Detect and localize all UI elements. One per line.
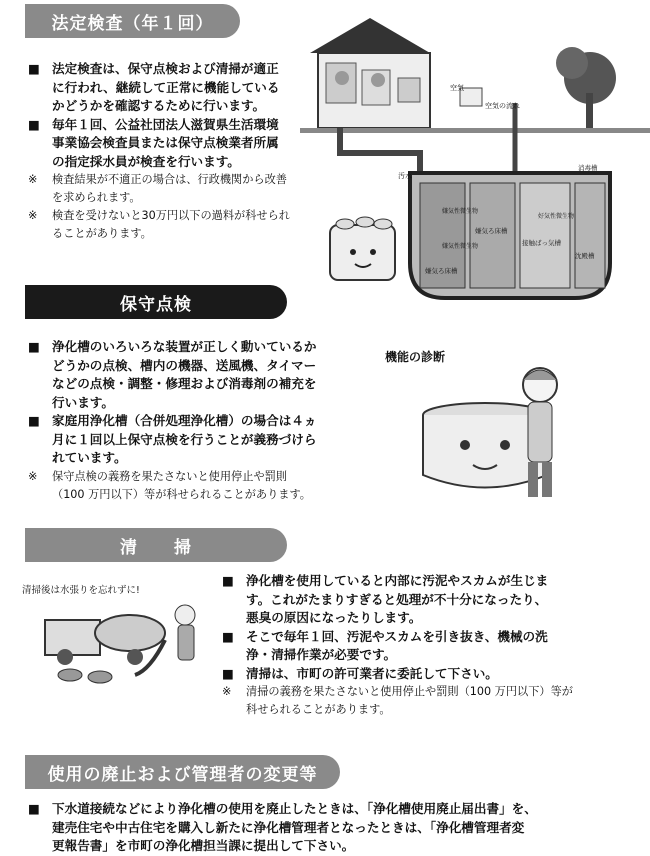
microbe2-label: 嫌気性微生物 — [442, 243, 479, 250]
note-line: 清掃の義務を果たさないと使用停止や罰則（100 万円以下）等が — [246, 685, 573, 698]
note-text — [52, 468, 348, 504]
bullet-line: 家庭用浄化槽（合併処理浄化槽）の場合は４ヵ — [52, 413, 317, 428]
bullet-item — [28, 116, 318, 172]
tank3-label: 接触ばっ気槽 — [522, 239, 561, 247]
note-item — [222, 683, 642, 719]
bullet-line: 浄化槽のいろいろな装置が正しく動いているか — [52, 339, 317, 354]
note-marker: ※ — [28, 209, 38, 222]
bullet-marker: ■ — [28, 339, 40, 354]
note-marker: ※ — [222, 685, 232, 698]
bullet-text — [246, 665, 642, 684]
bullet-marker: ■ — [28, 413, 40, 428]
bullet-text — [52, 338, 348, 412]
bullet-text — [52, 116, 318, 172]
tank5-label: 消毒槽 — [578, 164, 598, 172]
note-text — [52, 207, 318, 243]
bullet-line: 行います。 — [52, 394, 114, 410]
bullet-item — [222, 628, 642, 665]
bullet-marker: ■ — [28, 61, 40, 76]
maintenance-text — [28, 338, 348, 504]
bullet-marker: ■ — [28, 801, 40, 816]
bullet-line: す。これがたまりすぎると処理が不十分になったり、 — [246, 591, 548, 607]
bullet-line: そこで毎年１回、汚泥やスカムを引き抜き、機械の洗 — [246, 628, 548, 644]
microbe3-label: 好気性微生物 — [538, 213, 575, 220]
section-title-cleaning: 清 掃 — [25, 528, 287, 562]
air-flow-label: 空気の流れ — [485, 102, 520, 110]
bullet-text — [246, 572, 642, 628]
air-label: 空気 — [450, 84, 464, 92]
note-line: 検査結果が不適正の場合は、行政機関から改善 — [52, 173, 287, 186]
note-item — [28, 468, 348, 504]
bullet-line: どうかの点検、槽内の機器、送風機、タイマー — [52, 357, 317, 373]
cleaning-truck-illustration — [40, 595, 215, 690]
bullet-item — [28, 800, 638, 856]
bullet-line: 浄化槽を使用していると内部に汚泥やスカムが生じま — [246, 573, 549, 588]
note-marker: ※ — [28, 469, 38, 483]
note-line: （100 万円以下）等が科せられることがあります。 — [52, 487, 311, 501]
note-marker: ※ — [28, 173, 38, 186]
tank2-label: 嫌気ろ床槽 — [475, 227, 508, 235]
bullet-marker: ■ — [222, 665, 234, 681]
legal-inspection-text — [28, 60, 318, 243]
bullet-marker: ■ — [28, 116, 40, 132]
note-item — [28, 207, 318, 243]
note-line: を求められます。 — [52, 191, 141, 204]
bullet-item — [28, 338, 348, 412]
bullet-line: 下水道接続などにより浄化槽の使用を廃止したときは、「浄化槽使用廃止届出書」を、 — [52, 801, 537, 816]
bullet-item — [28, 412, 348, 468]
diagnosis-illustration — [415, 360, 590, 510]
bullet-item — [222, 665, 642, 684]
bullet-text — [52, 60, 318, 116]
bullet-item — [28, 60, 318, 116]
note-line: ることがあります。 — [52, 227, 152, 240]
tank4-label: 沈殿槽 — [575, 252, 595, 260]
function-diagnosis-caption: 機能の診断 — [385, 350, 446, 364]
bullet-text — [52, 800, 638, 856]
abolition-change-text — [28, 800, 638, 856]
bullet-text — [52, 412, 348, 468]
bullet-line: 浄・清掃作業が必要です。 — [246, 647, 397, 662]
tank1-label: 嫌気ろ床槽 — [425, 267, 458, 275]
section-title-legal-inspection: 法定検査（年１回） — [25, 4, 240, 38]
bullet-line: 月に１回以上保守点検を行うことが義務づけら — [52, 431, 317, 447]
bullet-line: 法定検査は、保守点検および清掃が適正 — [52, 61, 279, 76]
note-line: 科せられることがあります。 — [246, 703, 391, 716]
bullet-line: 清掃は、市町の許可業者に委託して下さい。 — [246, 665, 498, 681]
microbe1-label: 嫌気性微生物 — [442, 208, 479, 215]
bullet-line: に行われ、継続して正常に機能している — [52, 79, 280, 95]
section-title-abolition-change: 使用の廃止および管理者の変更等 — [25, 755, 340, 789]
bullet-marker: ■ — [222, 628, 234, 644]
note-line: 保守点検の義務を果たさないと使用停止や罰則 — [52, 469, 287, 483]
note-line: 検査を受けないと30万円以下の過料が科せられ — [52, 209, 290, 222]
cleaning-caption: 清掃後は水張りを忘れずに! — [22, 585, 140, 596]
tank-mascot-illustration — [325, 210, 405, 285]
section-title-maintenance: 保守点検 — [25, 285, 287, 319]
bullet-line: 事業協会検査員または保守点検業者所属 — [52, 135, 279, 150]
note-text — [52, 171, 318, 207]
bullet-marker: ■ — [222, 573, 234, 588]
bullet-item — [222, 572, 642, 628]
cleaning-text — [222, 572, 642, 719]
bullet-text — [246, 628, 642, 665]
bullet-line: 建売住宅や中古住宅を購入し新たに浄化槽管理者となったときは、「浄化槽管理者変 — [52, 819, 525, 835]
note-item — [28, 171, 318, 207]
waste-water-label: 汚水 — [398, 172, 412, 180]
bullet-line: 更報告書」を市町の浄化槽担当課に提出して下さい。 — [52, 838, 355, 853]
bullet-line: の指定採水員が検査を行います。 — [52, 153, 240, 169]
bullet-line: 毎年１回、公益社団法人滋賀県生活環境 — [52, 116, 279, 132]
bullet-line: 悪臭の原因になったりします。 — [246, 610, 422, 625]
bullet-line: などの点検・調整・修理および消毒剤の補充を — [52, 376, 317, 391]
bullet-line: れています。 — [52, 450, 127, 465]
bullet-line: かどうかを確認するために行います。 — [52, 98, 266, 113]
note-text — [246, 683, 642, 719]
